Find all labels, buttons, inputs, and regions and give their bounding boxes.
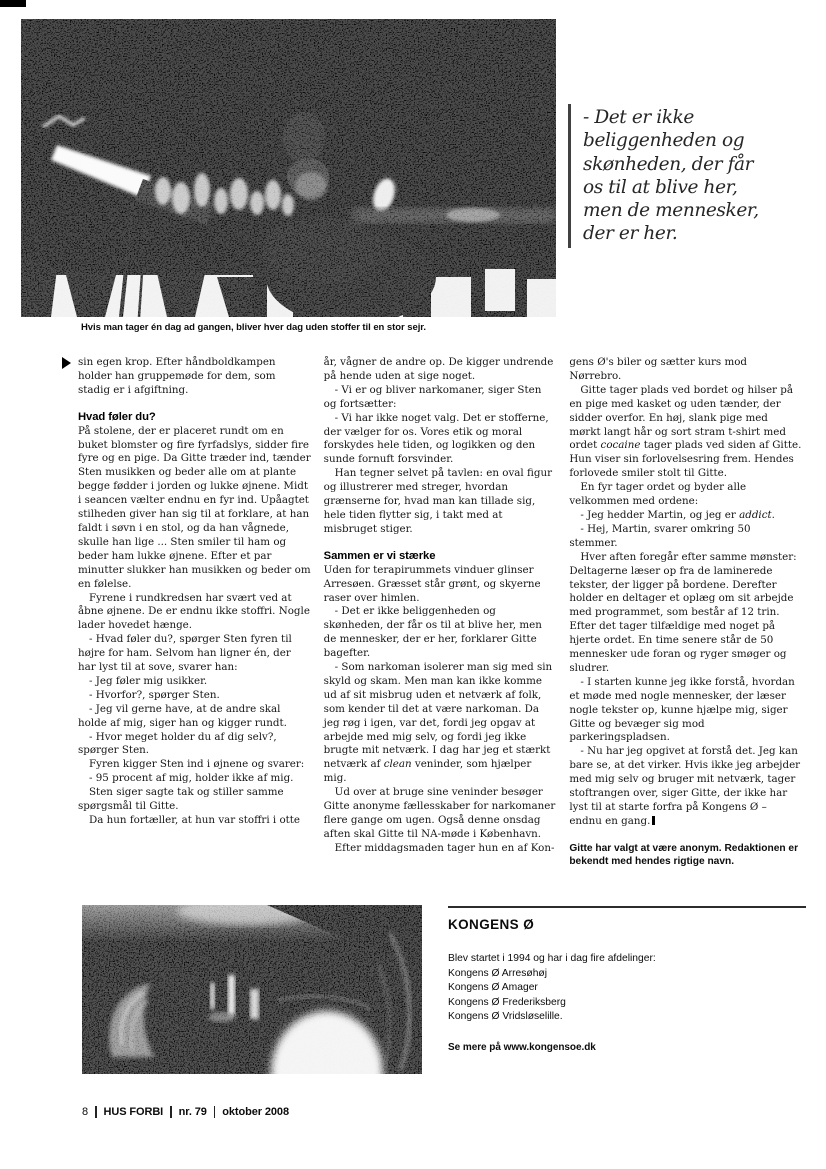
article-end-mark — [652, 816, 655, 826]
paragraph — [78, 786, 311, 814]
paragraph — [78, 758, 311, 772]
paragraph — [78, 592, 311, 634]
text-run: Sten siger sagte tak og stiller samme spørgsmål til Gitte. — [78, 786, 284, 813]
paragraph — [324, 356, 557, 384]
paragraph — [78, 425, 311, 592]
text-run: . — [771, 508, 775, 521]
page-footer — [82, 1106, 289, 1118]
text-run: - Hej, Martin, svarer omkring 50 stemmer. — [569, 522, 751, 549]
italic-term: clean — [383, 758, 412, 771]
paragraph — [78, 814, 311, 828]
paragraph — [78, 689, 311, 703]
paragraph — [324, 384, 557, 412]
paragraph — [324, 564, 557, 606]
publication-name: HUS FORBI — [103, 1106, 164, 1118]
text-run: Han tegner selvet på tavlen: en oval figur og illustrerer med streger, hvordan grænserne for, hvad man kan tillade sig, hele tiden flytter sig, i takt med at misbruget stiger. — [323, 467, 553, 535]
paragraph — [569, 676, 802, 746]
article-column-2 — [324, 356, 557, 856]
paragraph — [78, 356, 311, 398]
text-run: - Nu har jeg opgivet at forstå det. Jeg kan bare se, at det virker. Hvis ikke jeg arbejder med mig selv og bruger mit netværk, tager stoftrangen over, siger Gitte, der ikke har lyst til at starte forfra på Kongens Ø – endnu en gang. — [569, 745, 801, 827]
continuation-arrow-icon — [62, 357, 71, 369]
page-number: 8 — [82, 1106, 89, 1118]
text-run: år, vågner de andre op. De kigger undrende på hende uden at sige noget. — [323, 356, 554, 382]
text-run: tager plads ved siden af Gitte. Hun viser sin forlovelsesring frem. Hendes forlovede smiler stolt til Gitte. — [569, 439, 802, 480]
paragraph — [569, 356, 802, 384]
infobox-location: Kongens Ø Vridsløselille. — [448, 1011, 563, 1023]
paragraph — [324, 605, 557, 661]
article-body — [78, 356, 802, 869]
text-run: Gitte har valgt at være anonym. Redaktionen er bekendt med hendes rigtige navn. — [569, 842, 799, 868]
text-run: På stolene, der er placeret rundt om en buket blomster og fire fyrfadslys, sidder fire fyre og en pige. Da Gitte træder ind, tænder Sten musikken og beder alle om at plante begge fødder i jorden og lukke øjnene. Midt i seancen vælter endnu en fyr ind. Upåagtet stilheden giver han sig til at forklare, at han faldt i søvn i en stol, og da han vågnede, skulle han lige ... Sten smiler til ham og beder ham lukke øjnene. Efter et par minutter slukker han musikken og beder om en følelse. — [78, 424, 311, 590]
article-column-3 — [569, 356, 802, 869]
infobox-title: KONGENS Ø — [448, 917, 535, 932]
paragraph — [324, 412, 557, 468]
section-heading: Hvad føler du? — [78, 410, 156, 423]
paragraph — [324, 842, 557, 856]
section-heading: Sammen er vi stærke — [323, 549, 436, 562]
paragraph — [569, 481, 802, 509]
infobox-location: Kongens Ø Amager — [448, 982, 538, 994]
paragraph — [78, 675, 311, 689]
scan-artifact — [0, 0, 26, 7]
text-run: veninder, som hjælper mig. — [323, 758, 532, 785]
italic-term: cocaine — [600, 439, 641, 452]
bottom-photo — [82, 905, 422, 1074]
infobox-intro: Blev startet i 1994 og har i dag fire afdelinger: — [448, 953, 656, 964]
text-run: Hver aften foregår efter samme mønster: Deltagerne læser op fra de laminerede tekster, der ligger på bordene. Derefter holder en deltager et oplæg om sit arbejde med programmet, som består af 12 trin. Efter det tager tilfældige med noget på hjerte ordet. En time senere står de 50 mennesker ude foran og ryger smøger og sludrer. — [569, 550, 797, 674]
text-run: Fyren kigger Sten ind i øjnene og svarer: — [89, 758, 305, 771]
bottom-photo-graphic — [82, 905, 422, 1074]
text-run: - Hvor meget holder du af dig selv?, spørger Sten. — [78, 730, 277, 757]
text-run: - Hvorfor?, spørger Sten. — [89, 688, 220, 701]
pull-quote-line: os til at blive her, — [583, 176, 738, 198]
infobox-website: Se mere på www.kongensoe.dk — [448, 1041, 596, 1053]
footer-divider — [95, 1106, 97, 1118]
text-run: - Jeg vil gerne have, at de andre skal holde af mig, siger han og kigger rundt. — [78, 702, 287, 729]
paragraph — [78, 772, 311, 786]
text-run: Uden for terapirummets vinduer glinser Arresøen. Græsset står grønt, og skyerne raser over himlen. — [323, 563, 541, 604]
text-run: - Det er ikke beliggenheden og skønheden, der får os til at blive her, men de mennesker, der er her, forklarer Gitte bagefter. — [323, 605, 542, 660]
photo-caption: Hvis man tager én dag ad gangen, bliver hver dag uden stoffer til en stor sejr. — [81, 322, 426, 333]
paragraph — [324, 467, 557, 537]
footer-divider — [170, 1106, 172, 1118]
text-run: - Som narkoman isolerer man sig med sin skyld og skam. Men man kan ikke komme ud af sit misbrug uden et netværk af folk, som kender til det at være narkoman. Da jeg røg i igen, var det, fordi jeg opgav at arbejde med mig selv, og fordi jeg ikke brugte mit netværk. I dag har jeg et stærkt netværk af — [323, 661, 553, 771]
text-run: - Vi er og bliver narkomaner, siger Sten og fortsætter: — [323, 383, 542, 410]
issue-date: oktober 2008 — [222, 1106, 289, 1118]
paragraph — [569, 523, 802, 551]
text-run: Da hun fortæller, at hun var stoffri i otte — [89, 814, 301, 826]
text-run: Ud over at bruge sine veninder besøger Gitte anonyme fællesskaber for narkomaner flere gange om ugen. Også denne onsdag aften skal Gitte til NA-møde i København. — [323, 786, 556, 840]
text-run: - 95 procent af mig, holder ikke af mig. — [89, 772, 294, 785]
paragraph — [78, 703, 311, 731]
pull-quote-line: - Det er ikke — [583, 107, 694, 128]
infobox-location-list — [448, 967, 806, 1025]
paragraph — [569, 509, 802, 523]
article-photo — [21, 19, 556, 317]
text-run: Gitte tager plads ved bordet og hilser på en pige med kasket og uden tænder, der sidder overfor. En høj, slank pige med mørkt langt hår og sort stram t-shirt med ordet — [569, 383, 793, 452]
text-run: - Vi har ikke noget valg. Det er stofferne, der vælger for os. Vores etik og moral forskydes hele tiden, og logikken og den sunde fornuft forsvinder. — [323, 411, 549, 466]
paragraph — [78, 731, 311, 759]
pull-quote-line: beliggenheden og — [583, 130, 745, 152]
paragraph — [324, 661, 557, 786]
pull-quote — [568, 104, 808, 248]
paragraph — [324, 786, 557, 842]
text-run: - Hvad føler du?, spørger Sten fyren til højre for ham. Selvom han ligner én, der har lyst til at sove, svarer han: — [78, 633, 292, 674]
infobox-location: Kongens Ø Arresøhøj — [448, 967, 548, 979]
pull-quote-line: skønheden, der får — [583, 153, 754, 175]
paragraph — [569, 551, 802, 676]
issue-number: nr. 79 — [178, 1106, 207, 1118]
paragraph — [569, 745, 802, 828]
text-run: - Jeg føler mig usikker. — [89, 674, 208, 687]
text-run: Fyrene i rundkredsen har svært ved at åbne øjnene. De er endnu ikke stoffri. Nogle lader hovedet hænge. — [78, 591, 310, 632]
article-photo-graphic — [21, 19, 556, 317]
pull-quote-line: men de mennesker, — [583, 200, 759, 222]
infobox-kongens-o — [448, 906, 806, 1053]
text-run: En fyr tager ordet og byder alle velkommen med ordene: — [569, 481, 747, 508]
paragraph — [78, 633, 311, 675]
infobox-location: Kongens Ø Frederiksberg — [448, 996, 566, 1008]
paragraph — [569, 384, 802, 481]
text-run: sin egen krop. Efter håndboldkampen holder han gruppemøde for dem, som stadig er i afgiftning. — [78, 356, 276, 396]
text-run: - Jeg hedder Martin, og jeg er — [580, 508, 740, 521]
editorial-note — [569, 842, 802, 869]
pull-quote-line: der er her. — [583, 223, 678, 245]
footer-divider — [214, 1106, 216, 1118]
text-run: - I starten kunne jeg ikke forstå, hvordan et møde med nogle mennesker, der læser nogle tekster op, kunne hjælpe mig, siger Gitte og bevæger sig mod parkeringspladsen. — [569, 675, 795, 744]
article-column-1 — [78, 356, 311, 828]
text-run: gens Ø's biler og sætter kurs mod Nørrebro. — [569, 356, 747, 382]
italic-term: addict — [739, 508, 772, 521]
text-run: Efter middagsmaden tager hun en af Kon- — [334, 841, 555, 854]
